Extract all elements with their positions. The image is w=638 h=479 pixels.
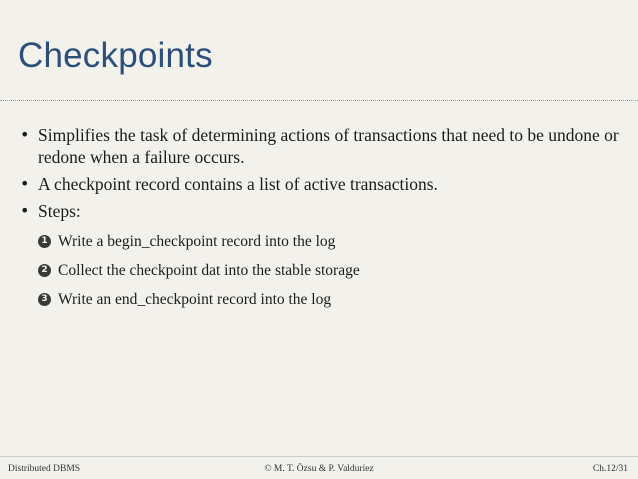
bullet-item bbox=[20, 200, 620, 222]
step-text: Collect the checkpoint dat into the stable storage bbox=[58, 262, 360, 279]
bullet-dot-icon: • bbox=[20, 201, 30, 220]
bullet-text: Steps: bbox=[38, 201, 81, 221]
bullet-list bbox=[20, 124, 620, 227]
footer-course: Distributed DBMS bbox=[8, 464, 81, 474]
step-item bbox=[38, 290, 598, 319]
bullet-text: A checkpoint record contains a list of active transactions. bbox=[38, 174, 438, 194]
step-text: Write an end_checkpoint record into the log bbox=[58, 291, 332, 308]
step-item bbox=[38, 261, 598, 290]
bullet-text: Simplifies the task of determining actions of transactions that need to be undone or redone when a failure occurs. bbox=[38, 125, 619, 167]
footer-divider bbox=[0, 456, 638, 457]
step-number-badge: 1 bbox=[38, 235, 51, 248]
step-number-badge: 3 bbox=[38, 293, 51, 306]
footer-copyright: © M. T. Özsu & P. Valduriez bbox=[264, 464, 374, 474]
step-item bbox=[38, 232, 598, 261]
footer-page-number: Ch.12/31 bbox=[592, 464, 628, 474]
bullet-item bbox=[20, 173, 620, 195]
bullet-dot-icon: • bbox=[20, 174, 30, 193]
title-divider bbox=[0, 100, 638, 101]
step-number-badge: 2 bbox=[38, 264, 51, 277]
steps-list bbox=[38, 232, 598, 319]
bullet-dot-icon: • bbox=[20, 125, 30, 144]
bullet-item bbox=[20, 124, 620, 168]
step-text: Write a begin_checkpoint record into the log bbox=[58, 233, 336, 250]
slide-title: Checkpoints bbox=[18, 36, 213, 75]
